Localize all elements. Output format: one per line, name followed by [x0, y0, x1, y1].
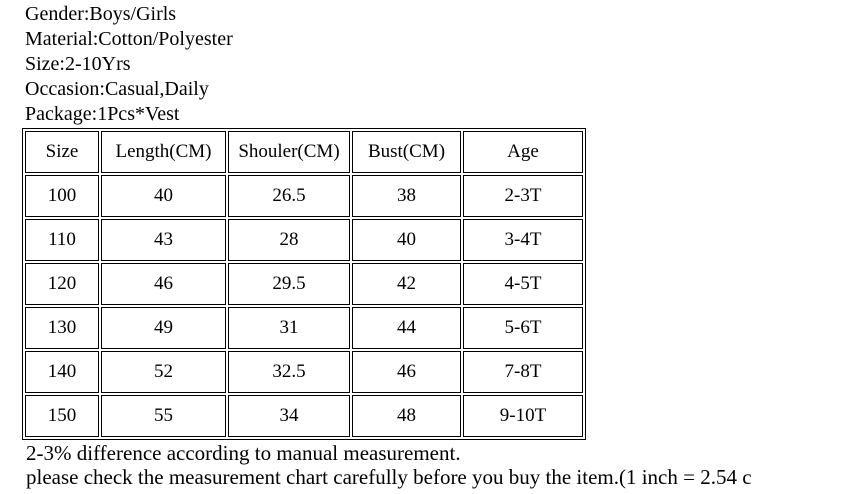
header-length: Length(CM): [101, 131, 226, 173]
table-row: [25, 219, 583, 261]
cell-shoulder: 28: [228, 219, 350, 261]
cell-length: 43: [101, 219, 226, 261]
header-bust: Bust(CM): [352, 131, 461, 173]
spec-occasion: Occasion:Casual,Daily: [25, 78, 209, 100]
cell-age: 9-10T: [463, 395, 583, 437]
cell-bust: 40: [352, 219, 461, 261]
cell-age: 2-3T: [463, 175, 583, 217]
cell-length: 55: [101, 395, 226, 437]
cell-length: 46: [101, 263, 226, 305]
cell-shoulder: 29.5: [228, 263, 350, 305]
cell-size: 150: [25, 395, 99, 437]
table-row: [25, 263, 583, 305]
cell-shoulder: 34: [228, 395, 350, 437]
table-header-row: [25, 131, 583, 173]
cell-shoulder: 26.5: [228, 175, 350, 217]
cell-bust: 42: [352, 263, 461, 305]
cell-length: 40: [101, 175, 226, 217]
cell-size: 130: [25, 307, 99, 349]
measurement-notes: [26, 441, 752, 489]
table-row: [25, 307, 583, 349]
cell-size: 120: [25, 263, 99, 305]
cell-bust: 44: [352, 307, 461, 349]
cell-bust: 46: [352, 351, 461, 393]
spec-gender: Gender:Boys/Girls: [25, 3, 177, 25]
product-specs: [25, 2, 233, 127]
cell-shoulder: 31: [228, 307, 350, 349]
cell-age: 7-8T: [463, 351, 583, 393]
cell-age: 5-6T: [463, 307, 583, 349]
cell-bust: 48: [352, 395, 461, 437]
spec-size: Size:2-10Yrs: [25, 53, 131, 75]
table-row: [25, 175, 583, 217]
note-check-chart: please check the measurement chart carefully before you buy the item.(1 inch = 2.54 c: [26, 465, 752, 489]
table-row: [25, 351, 583, 393]
header-age: Age: [463, 131, 583, 173]
cell-age: 3-4T: [463, 219, 583, 261]
cell-age: 4-5T: [463, 263, 583, 305]
note-difference: 2-3% difference according to manual measurement.: [26, 441, 461, 465]
cell-length: 49: [101, 307, 226, 349]
cell-bust: 38: [352, 175, 461, 217]
table-row: [25, 395, 583, 437]
header-size: Size: [25, 131, 99, 173]
cell-size: 100: [25, 175, 99, 217]
cell-length: 52: [101, 351, 226, 393]
cell-size: 110: [25, 219, 99, 261]
cell-shoulder: 32.5: [228, 351, 350, 393]
spec-material: Material:Cotton/Polyester: [25, 28, 233, 50]
cell-size: 140: [25, 351, 99, 393]
spec-package: Package:1Pcs*Vest: [25, 103, 180, 125]
header-shoulder: Shouler(CM): [228, 131, 350, 173]
size-chart-table: [22, 128, 586, 440]
